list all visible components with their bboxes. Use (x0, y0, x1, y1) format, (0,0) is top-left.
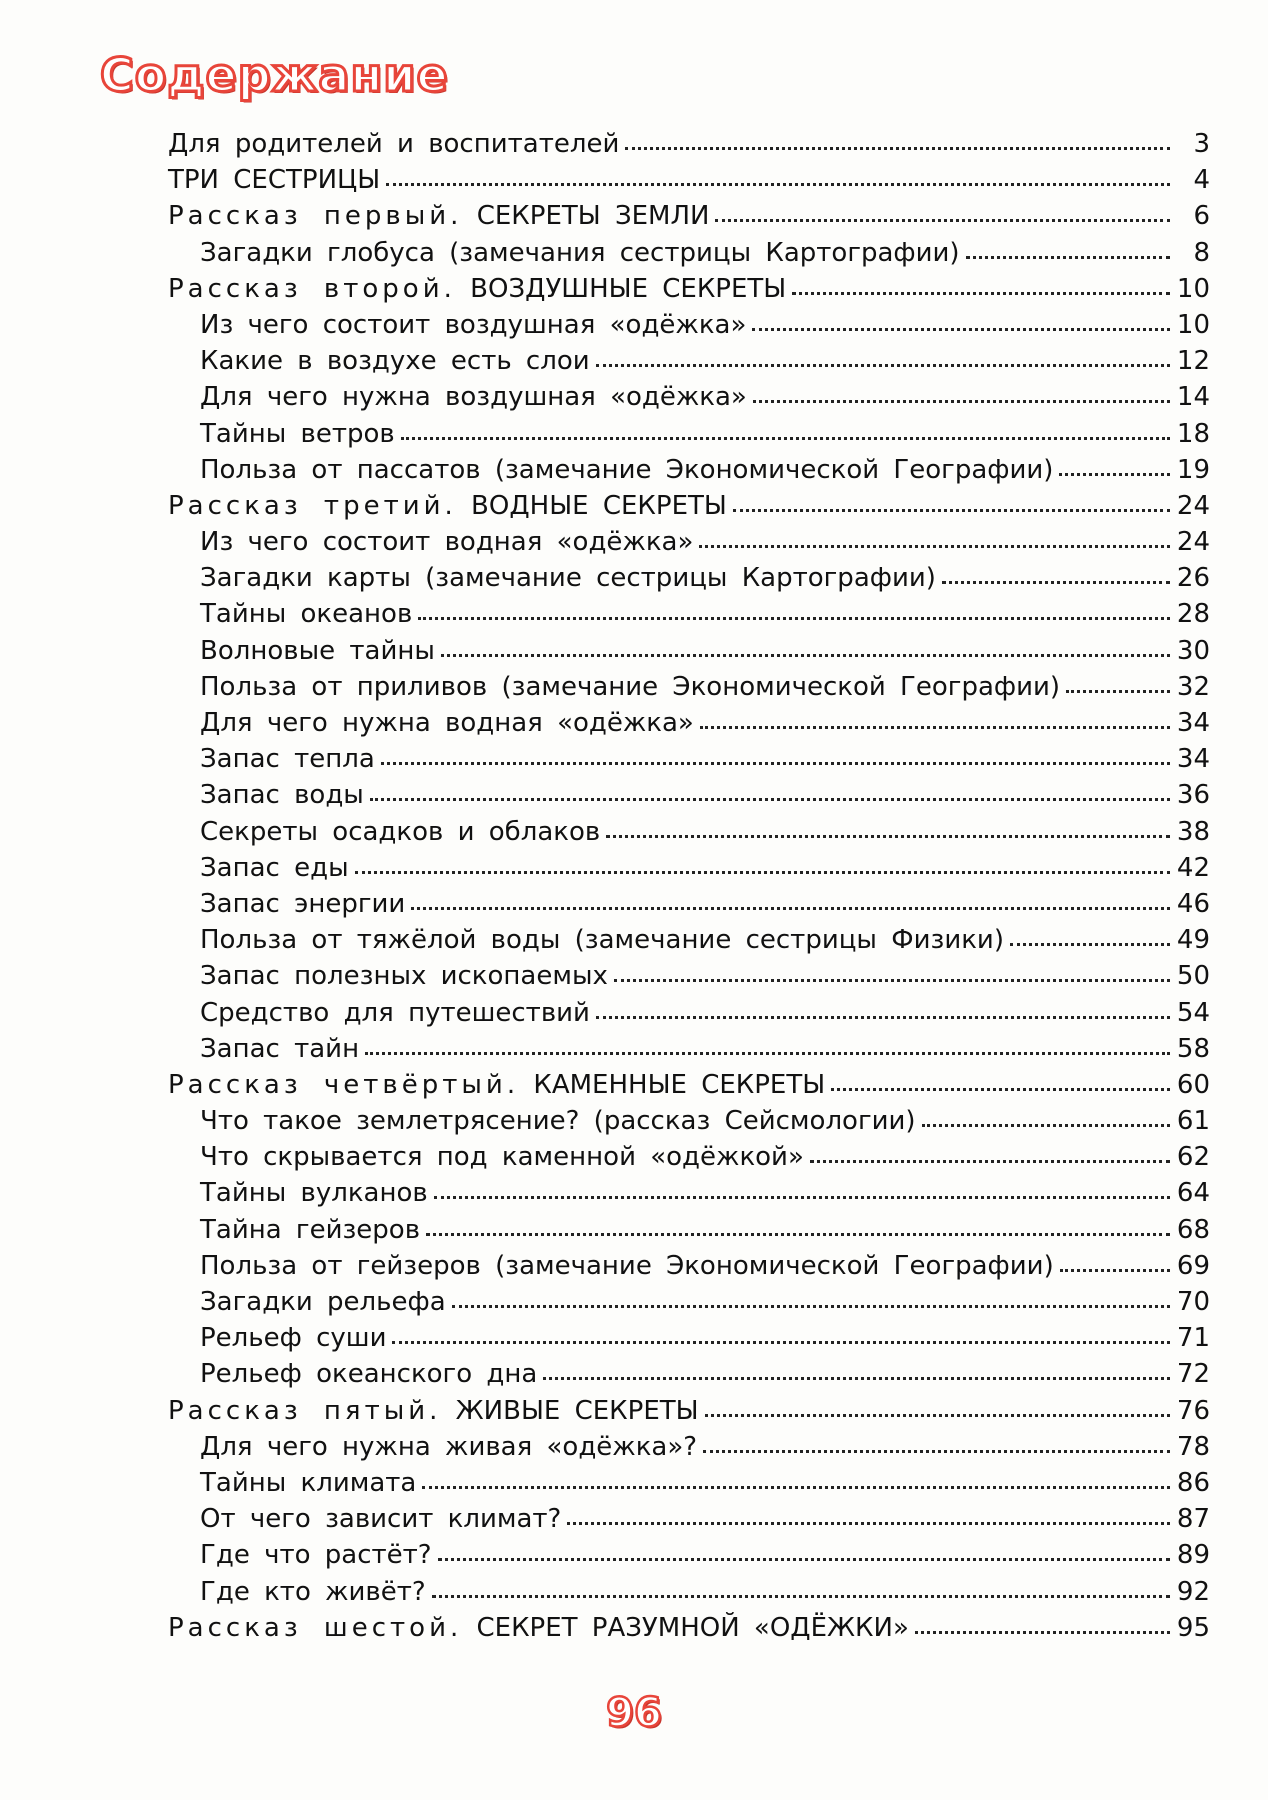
toc-entry-page: 87 (1176, 1504, 1210, 1535)
dot-leader (401, 433, 1170, 440)
dot-leader (733, 505, 1170, 512)
toc-entry-title (200, 560, 936, 596)
toc-entry-lead: Рассказ второй. (168, 273, 456, 304)
toc-entry-page: 34 (1176, 744, 1210, 775)
toc-entry-label: КАМЕННЫЕ СЕКРЕТЫ (533, 1069, 826, 1100)
dot-leader (922, 1120, 1170, 1127)
toc-subentry (168, 1103, 1210, 1139)
toc-entry-label: Рельеф океанского дна (200, 1359, 538, 1390)
toc-entry-label: Загадки рельефа (200, 1287, 446, 1317)
toc-entry-label: Тайны ветров (200, 418, 395, 449)
dot-leader (543, 1373, 1170, 1380)
toc-entry-label: Запас тепла (200, 744, 375, 775)
toc-entry-page: 24 (1176, 527, 1210, 558)
dot-leader (1066, 686, 1170, 693)
toc-entry-label: Загадки глобуса (замечания сестрицы Картографии) (200, 237, 960, 268)
toc-entry-page: 61 (1176, 1106, 1210, 1137)
toc-subentry (168, 452, 1210, 488)
toc-entry (168, 1610, 1210, 1646)
toc-entry-page: 78 (1176, 1431, 1210, 1462)
toc-entry-title (168, 488, 727, 524)
toc-subentry (168, 1212, 1210, 1248)
toc-entry-page: 86 (1176, 1467, 1210, 1498)
toc-entry-page: 30 (1176, 635, 1210, 666)
toc-entry-title (168, 1393, 699, 1429)
toc-subentry (168, 1320, 1210, 1356)
toc-entry-label: Польза от пассатов (замечание Экономической Географии) (200, 454, 1054, 485)
dot-leader (753, 396, 1170, 403)
toc-subentry (168, 922, 1210, 958)
toc-subentry (168, 343, 1210, 379)
dot-leader (715, 215, 1170, 222)
toc-entry-page: 12 (1176, 346, 1210, 377)
toc-entry-page: 92 (1176, 1576, 1210, 1607)
dot-leader (411, 903, 1170, 910)
toc-entry-page: 28 (1176, 599, 1210, 630)
toc-entry-title (168, 1067, 825, 1103)
toc-entry-page: 38 (1176, 816, 1210, 847)
toc-entry-page: 19 (1176, 454, 1210, 485)
toc-entry-title (200, 1031, 359, 1067)
toc-entry-label: ВОЗДУШНЫЕ СЕКРЕТЫ (470, 273, 787, 304)
toc-entry-page: 24 (1176, 490, 1210, 521)
toc-entry-label: Тайны климата (200, 1467, 417, 1498)
dot-leader (386, 179, 1170, 186)
toc-entry-title (200, 995, 590, 1031)
dot-leader (810, 1156, 1170, 1163)
dot-leader (434, 1192, 1170, 1199)
dot-leader (392, 1337, 1170, 1344)
toc-entry-title (200, 1139, 804, 1175)
toc-entry-title (168, 162, 380, 198)
toc-entry-label: Запас еды (200, 852, 349, 883)
toc-subentry (168, 1284, 1210, 1320)
dot-leader (792, 288, 1170, 295)
toc-entry-title (200, 1212, 420, 1248)
dot-leader (381, 758, 1170, 765)
toc-subentry (168, 741, 1210, 777)
toc-entry-title (200, 307, 746, 343)
toc-entry-page: 69 (1176, 1250, 1210, 1281)
toc-subentry (168, 814, 1210, 850)
toc-entry-label: Для чего нужна воздушная «одёжка» (200, 382, 747, 413)
toc-entry-title (200, 1537, 432, 1573)
toc-entry-title (200, 886, 405, 922)
toc-entry-label: От чего зависит климат? (200, 1504, 562, 1535)
toc-subentry (168, 1501, 1210, 1537)
toc-entry-page: 42 (1176, 852, 1210, 883)
toc-entry-page: 54 (1176, 997, 1210, 1028)
toc-entry-page: 34 (1176, 708, 1210, 738)
toc-entry-label: Запас тайн (200, 1033, 360, 1064)
dot-leader (432, 1591, 1170, 1598)
dot-leader (370, 794, 1170, 801)
dot-leader (831, 1084, 1170, 1091)
dot-leader (355, 867, 1170, 874)
toc-entry-label: Запас воды (200, 780, 364, 811)
toc-entry-label: ВОДНЫЕ СЕКРЕТЫ (471, 490, 727, 521)
toc-entry-page: 76 (1176, 1395, 1210, 1426)
toc-subentry (168, 1574, 1210, 1610)
toc-subentry (168, 1031, 1210, 1067)
dot-leader (699, 541, 1170, 548)
toc-entry-page: 10 (1176, 273, 1210, 304)
toc-subentry (168, 633, 1210, 669)
toc-entry-page: 46 (1176, 888, 1210, 919)
toc-entry-label: Рельеф суши (200, 1323, 387, 1354)
dot-leader (1060, 1265, 1170, 1272)
toc-subentry (168, 307, 1210, 343)
toc-subentry (168, 1537, 1210, 1573)
toc-entry-label: Тайны вулканов (200, 1178, 428, 1209)
toc-subentry (168, 1248, 1210, 1284)
toc-subentry (168, 1175, 1210, 1211)
toc-entry-label: ЖИВЫЕ СЕКРЕТЫ (455, 1395, 699, 1426)
toc-entry-page: 14 (1176, 382, 1210, 413)
toc-entry-label: Запас полезных ископаемых (200, 961, 608, 992)
toc-subentry (168, 235, 1210, 271)
toc-entry-page: 50 (1176, 961, 1210, 992)
toc-entry-label: Средство для путешествий (200, 997, 590, 1028)
toc-entry-title (200, 1320, 386, 1356)
toc-entry-title (200, 922, 1004, 958)
page-number: 96 (606, 1690, 662, 1736)
dot-leader (422, 1482, 1170, 1489)
toc-subentry (168, 416, 1210, 452)
toc-entry-label: Польза от гейзеров (замечание Экономической Географии) (200, 1250, 1054, 1281)
toc-entry-title (200, 814, 600, 850)
toc-entry-page: 10 (1176, 309, 1210, 340)
toc-entry-page: 95 (1176, 1612, 1210, 1643)
dot-leader (942, 577, 1170, 584)
dot-leader (596, 1012, 1170, 1019)
dot-leader (915, 1627, 1170, 1634)
toc-entry (168, 198, 1210, 234)
dot-leader (625, 143, 1170, 150)
toc-entry-title (168, 271, 786, 307)
toc-entry-label: Польза от тяжёлой воды (замечание сестрицы Физики) (200, 925, 1004, 956)
toc-entry-label: Волновые тайны (200, 635, 435, 666)
toc-entry-label: ТРИ СЕСТРИЦЫ (168, 165, 381, 196)
toc-entry-label: Для чего нужна живая «одёжка»? (200, 1431, 698, 1462)
toc-entry-page: 49 (1176, 925, 1210, 956)
dot-leader (596, 360, 1170, 367)
toc-subentry (168, 1139, 1210, 1175)
toc-entry-title (200, 235, 960, 271)
dot-leader (705, 1410, 1170, 1417)
dot-leader (365, 1048, 1170, 1055)
toc-entry-label: Что скрывается под каменной «одёжкой» (200, 1142, 804, 1173)
toc-subentry (168, 958, 1210, 994)
dot-leader (606, 831, 1170, 838)
toc-entry-page: 36 (1176, 780, 1210, 811)
toc-entry-title (168, 1610, 909, 1646)
toc-entry-label: Тайна гейзеров (200, 1214, 421, 1245)
toc-entry-title (200, 1574, 426, 1610)
toc-subentry (168, 886, 1210, 922)
toc-entry-title (200, 669, 1060, 705)
toc-subentry (168, 850, 1210, 886)
dot-leader (703, 1446, 1170, 1453)
toc-entry-label: Для родителей и воспитателей (168, 129, 620, 159)
dot-leader (752, 324, 1170, 331)
toc-entry-lead: Рассказ пятый. (168, 1395, 442, 1426)
toc-entry-title (200, 850, 349, 886)
toc-entry-page: 3 (1193, 129, 1210, 159)
toc-entry-title (168, 198, 709, 234)
toc-entry-label: Для чего нужна водная «одёжка» (200, 708, 694, 738)
toc-entry-page: 32 (1176, 671, 1210, 702)
toc-entry-title (200, 1501, 561, 1537)
toc-entry-lead: Рассказ третий. (168, 490, 457, 521)
toc-entry (168, 1067, 1210, 1103)
toc-entry-label: СЕКРЕТЫ ЗЕМЛИ (476, 201, 710, 232)
toc-subentry (168, 777, 1210, 813)
toc-entry-title (200, 452, 1053, 488)
toc-entry-label: СЕКРЕТ РАЗУМНОЙ «ОДЁЖКИ» (476, 1612, 909, 1643)
toc-entry-page: 72 (1176, 1359, 1210, 1390)
toc-entry-title (200, 416, 395, 452)
toc-subentry (168, 705, 1210, 741)
toc-entry-lead: Рассказ четвёртый. (168, 1069, 520, 1100)
toc-entry-page: 6 (1193, 201, 1210, 232)
dot-leader (1059, 469, 1170, 476)
toc-entry-title (200, 1284, 446, 1320)
toc-entry-title (200, 705, 694, 741)
dot-leader (966, 252, 1170, 259)
dot-leader (700, 722, 1170, 729)
toc-entry (168, 162, 1210, 198)
toc-entry-title (168, 126, 619, 162)
toc-entry-title (200, 379, 747, 415)
toc-subentry (168, 995, 1210, 1031)
toc-entry-title (200, 524, 693, 560)
dot-leader (614, 975, 1170, 982)
toc-entry-title (200, 1175, 428, 1211)
toc-subentry (168, 596, 1210, 632)
toc-entry-title (200, 777, 364, 813)
toc-entry-page: 71 (1176, 1323, 1210, 1354)
toc-entry-title (200, 958, 608, 994)
toc-entry-label: Запас энергии (200, 888, 406, 919)
toc-entry-page: 70 (1176, 1287, 1210, 1317)
toc-entry-title (200, 741, 375, 777)
toc-entry-label: Где что растёт? (200, 1540, 432, 1571)
toc-entry-page: 64 (1176, 1178, 1210, 1209)
dot-leader (441, 650, 1170, 657)
toc-entry-page: 68 (1176, 1214, 1210, 1245)
toc-entry-page: 8 (1193, 237, 1210, 268)
toc-entry-title (200, 1465, 416, 1501)
toc-subentry (168, 379, 1210, 415)
toc-entry-label: Секреты осадков и облаков (200, 816, 601, 847)
toc-entry-label: Из чего состоит воздушная «одёжка» (200, 309, 747, 340)
toc-entry (168, 126, 1210, 162)
dot-leader (438, 1554, 1170, 1561)
toc-entry-title (200, 343, 590, 379)
toc-entry (168, 271, 1210, 307)
toc-entry-page: 18 (1176, 418, 1210, 449)
toc-entry-label: Какие в воздухе есть слои (200, 346, 590, 377)
toc-entry-title (200, 596, 412, 632)
toc-entry-page: 62 (1176, 1142, 1210, 1173)
toc-entry-label: Где кто живёт? (200, 1576, 426, 1607)
toc-entry (168, 1393, 1210, 1429)
toc-subentry (168, 1429, 1210, 1465)
toc-entry-title (200, 633, 435, 669)
table-of-contents (168, 126, 1210, 1646)
toc-entry-lead: Рассказ шестой. (168, 1612, 463, 1643)
page-title: Содержание (100, 48, 449, 102)
toc-entry-label: Тайны океанов (200, 599, 413, 630)
toc-entry-page: 58 (1176, 1033, 1210, 1064)
toc-entry-title (200, 1248, 1054, 1284)
toc-entry-page: 4 (1193, 165, 1210, 196)
toc-entry-page: 60 (1176, 1069, 1210, 1100)
dot-leader (1010, 939, 1170, 946)
toc-entry-label: Из чего состоит водная «одёжка» (200, 527, 694, 558)
toc-entry-label: Польза от приливов (замечание Экономической Географии) (200, 671, 1061, 702)
toc-subentry (168, 560, 1210, 596)
toc-entry (168, 488, 1210, 524)
toc-subentry (168, 1356, 1210, 1392)
dot-leader (418, 613, 1170, 620)
toc-entry-page: 89 (1176, 1540, 1210, 1571)
dot-leader (452, 1301, 1170, 1308)
dot-leader (426, 1229, 1170, 1236)
toc-subentry (168, 524, 1210, 560)
dot-leader (567, 1518, 1170, 1525)
toc-entry-title (200, 1103, 916, 1139)
toc-entry-label: Что такое землетрясение? (рассказ Сейсмологии) (200, 1106, 916, 1137)
toc-entry-page: 26 (1176, 563, 1210, 594)
toc-entry-title (200, 1356, 537, 1392)
toc-subentry (168, 1465, 1210, 1501)
toc-entry-lead: Рассказ первый. (168, 201, 463, 232)
toc-entry-label: Загадки карты (замечание сестрицы Картографии) (200, 563, 936, 594)
toc-entry-title (200, 1429, 697, 1465)
toc-subentry (168, 669, 1210, 705)
